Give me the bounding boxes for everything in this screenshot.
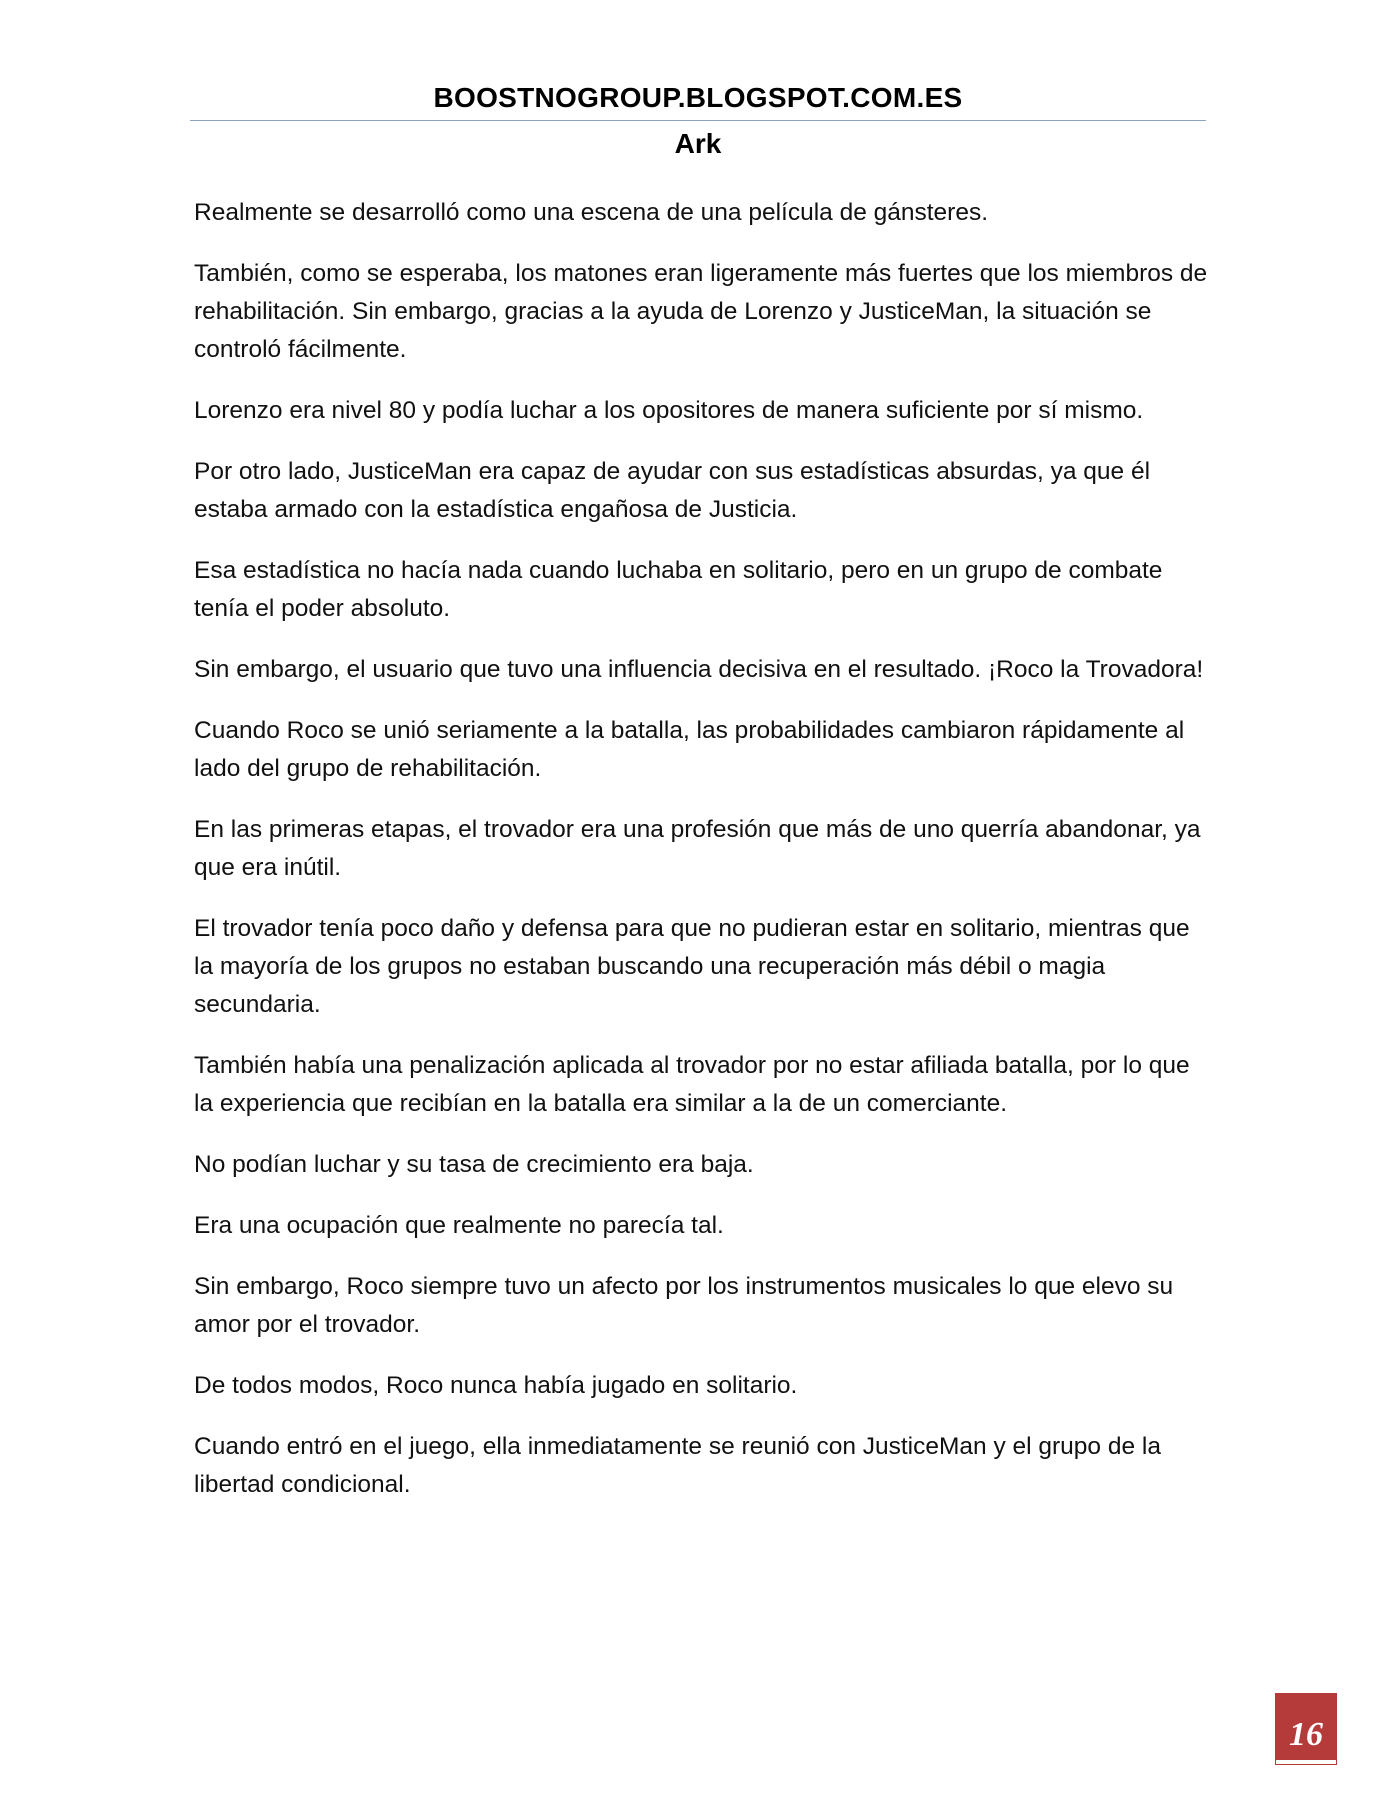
- paragraph: Era una ocupación que realmente no parecía tal.: [194, 1212, 724, 1239]
- paragraph: Por otro lado, JusticeMan era capaz de ayudar con sus estadísticas absurdas, ya que él estaba armado con la estadística engañosa de Justicia.: [194, 458, 1151, 523]
- paragraph: Cuando entró en el juego, ella inmediatamente se reunió con JusticeMan y el grupo de la libertad condicional.: [194, 1433, 1161, 1498]
- paragraph: No podían luchar y su tasa de crecimiento era baja.: [194, 1151, 754, 1178]
- paragraph: También, como se esperaba, los matones eran ligeramente más fuertes que los miembros de rehabilitación. Sin embargo, gracias a la ayuda de Lorenzo y JusticeMan, la situación se controló fácilmente.: [194, 260, 1208, 363]
- paragraph: Cuando Roco se unió seriamente a la batalla, las probabilidades cambiaron rápidamente al lado del grupo de rehabilitación.: [194, 717, 1185, 782]
- paragraph: Sin embargo, Roco siempre tuvo un afecto por los instrumentos musicales lo que elevo su amor por el trovador.: [194, 1273, 1174, 1338]
- page-number-badge: [1276, 1694, 1336, 1764]
- header-site-name: BOOSTNOGROUP.BLOGSPOT.COM.ES: [433, 82, 963, 113]
- paragraph: En las primeras etapas, el trovador era una profesión que más de uno querría abandonar, ya que era inútil.: [194, 816, 1201, 881]
- paragraph: Esa estadística no hacía nada cuando luchaba en solitario, pero en un grupo de combate tenía el poder absoluto.: [194, 557, 1163, 622]
- paragraph: Realmente se desarrolló como una escena de una película de gánsteres.: [194, 199, 989, 226]
- page-number: 16: [1289, 1716, 1323, 1753]
- paragraph: El trovador tenía poco daño y defensa para que no pudieran estar en solitario, mientras que la mayoría de los grupos no estaban buscando una recuperación más débil o magia secundaria.: [194, 915, 1190, 1018]
- paragraph: Lorenzo era nivel 80 y podía luchar a los opositores de manera suficiente por sí mismo.: [194, 397, 1144, 424]
- paragraph: También había una penalización aplicada al trovador por no estar afiliada batalla, por lo que la experiencia que recibían en la batalla era similar a la de un comerciante.: [194, 1052, 1190, 1117]
- paragraph: De todos modos, Roco nunca había jugado en solitario.: [194, 1372, 798, 1399]
- body-text: [194, 194, 1208, 1527]
- book-title: Ark: [674, 128, 722, 159]
- header-divider: [190, 120, 1206, 121]
- paragraph: Sin embargo, el usuario que tuvo una influencia decisiva en el resultado. ¡Roco la Trovadora!: [194, 656, 1204, 683]
